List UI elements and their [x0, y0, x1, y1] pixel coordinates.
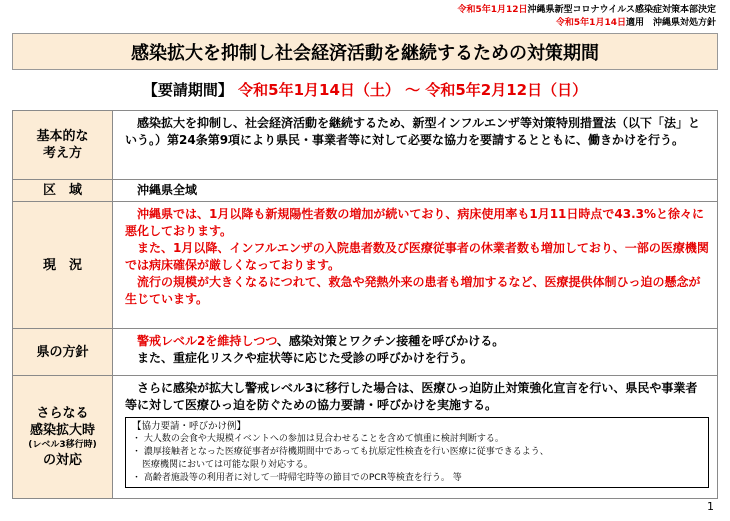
row-situation [13, 201, 717, 328]
label-further-small: (レベル3移行時) [28, 440, 97, 450]
situation-p3: 流行の規模が大きくなるにつれて、救急や発熱外来の患者も増加するなど、医療提供体制ひっ迫の懸念が生じています。 [125, 275, 701, 306]
page-number: 1 [707, 500, 714, 513]
request-period-dates: 令和5年1月14日（土） ～ 令和5年2月12日（日） [238, 81, 588, 99]
policy-line1-rest: 、感染対策とワクチン接種を呼びかける。 [276, 334, 505, 348]
label-further-1: さらなる [36, 406, 89, 421]
applied-policy: 適用 沖縄県対処方針 [625, 18, 716, 28]
row-prefecture-policy [13, 328, 717, 375]
row-label-further [13, 376, 113, 498]
row-content-policy [113, 329, 717, 375]
row-basic-approach [13, 111, 717, 179]
label-further-2: 感染拡大時 [29, 423, 95, 438]
label-basic-1: 基本的な [36, 129, 89, 144]
header-decision-line [457, 4, 716, 16]
situation-p2: また、1月以降、インフルエンザの入院患者数及び医療従事者の休業者数も増加しており、一部の医療機関では病床確保が厳しくなっております。 [125, 241, 709, 272]
further-text: さらに感染が拡大し警戒レベル3に移行した場合は、医療ひっ迫防止対策強化宣言を行い、県民や事業者等に対して医療ひっ迫を防ぐための協力要請・呼びかけを実施する。 [125, 381, 698, 412]
cooperation-item-2-cont: 医療機関においては可能な限り対応する。 [142, 460, 314, 470]
page-title: 感染拡大を抑制し社会経済活動を継続するための対策期間 [12, 33, 718, 70]
row-label-situation: 現 況 [13, 202, 113, 328]
cooperation-examples-title: 【協力要請・呼びかけ例】 [132, 421, 247, 432]
policy-line2: また、重症化リスクや症状等に応じた受診の呼びかけを行う。 [137, 351, 473, 365]
policy-line1-highlight: 警戒レベル2を維持しつつ [137, 334, 277, 348]
row-further-spread [13, 375, 717, 498]
header-applied-line [556, 17, 716, 29]
applied-date: 令和5年1月14日 [555, 18, 626, 28]
cooperation-examples-box [125, 417, 709, 488]
row-area [13, 179, 717, 201]
row-content-area [113, 180, 717, 201]
decision-date: 令和5年1月12日 [457, 5, 528, 15]
label-further-3: の対応 [42, 453, 82, 468]
policy-line1 [125, 333, 709, 350]
basic-text: 感染拡大を抑制し、社会経済活動を継続するため、新型インフルエンザ等対策特別措置法（以下「法」という。）第24条第9項により県民・事業者等に対して必要な協力を要請するとともに、働きかけを行う。 [125, 116, 701, 147]
situation-p1: 沖縄県では、1月以降も新規陽性者数の増加が続いており、病床使用率も1月11日時点で43.3%と徐々に悪化しております。 [125, 207, 705, 238]
row-label-area: 区 域 [13, 180, 113, 201]
request-period [0, 79, 730, 100]
label-basic-2: 考え方 [42, 146, 82, 161]
row-label-policy: 県の方針 [13, 329, 113, 375]
row-label-basic [13, 111, 113, 179]
cooperation-item-2: ・ 濃厚接触者となった医療従事者が待機期間中であっても抗原定性検査を行い医療に従事できるよう、 [132, 447, 549, 457]
cooperation-item-3: ・ 高齢者施設等の利用者に対して一時帰宅時等の節目でのPCR等検査を行う。 等 [132, 473, 462, 483]
policy-table [12, 110, 718, 499]
row-content-situation [113, 202, 717, 328]
row-content-further [113, 376, 717, 498]
request-period-label: 【要請期間】 [142, 81, 233, 99]
decision-body: 沖縄県新型コロナウイルス感染症対策本部決定 [527, 5, 716, 15]
row-content-basic [113, 111, 717, 179]
cooperation-item-1: ・ 大人数の会食や大規模イベントへの参加は見合わせることを含めて慎重に検討判断する。 [132, 434, 504, 444]
area-text: 沖縄県全域 [137, 183, 198, 197]
